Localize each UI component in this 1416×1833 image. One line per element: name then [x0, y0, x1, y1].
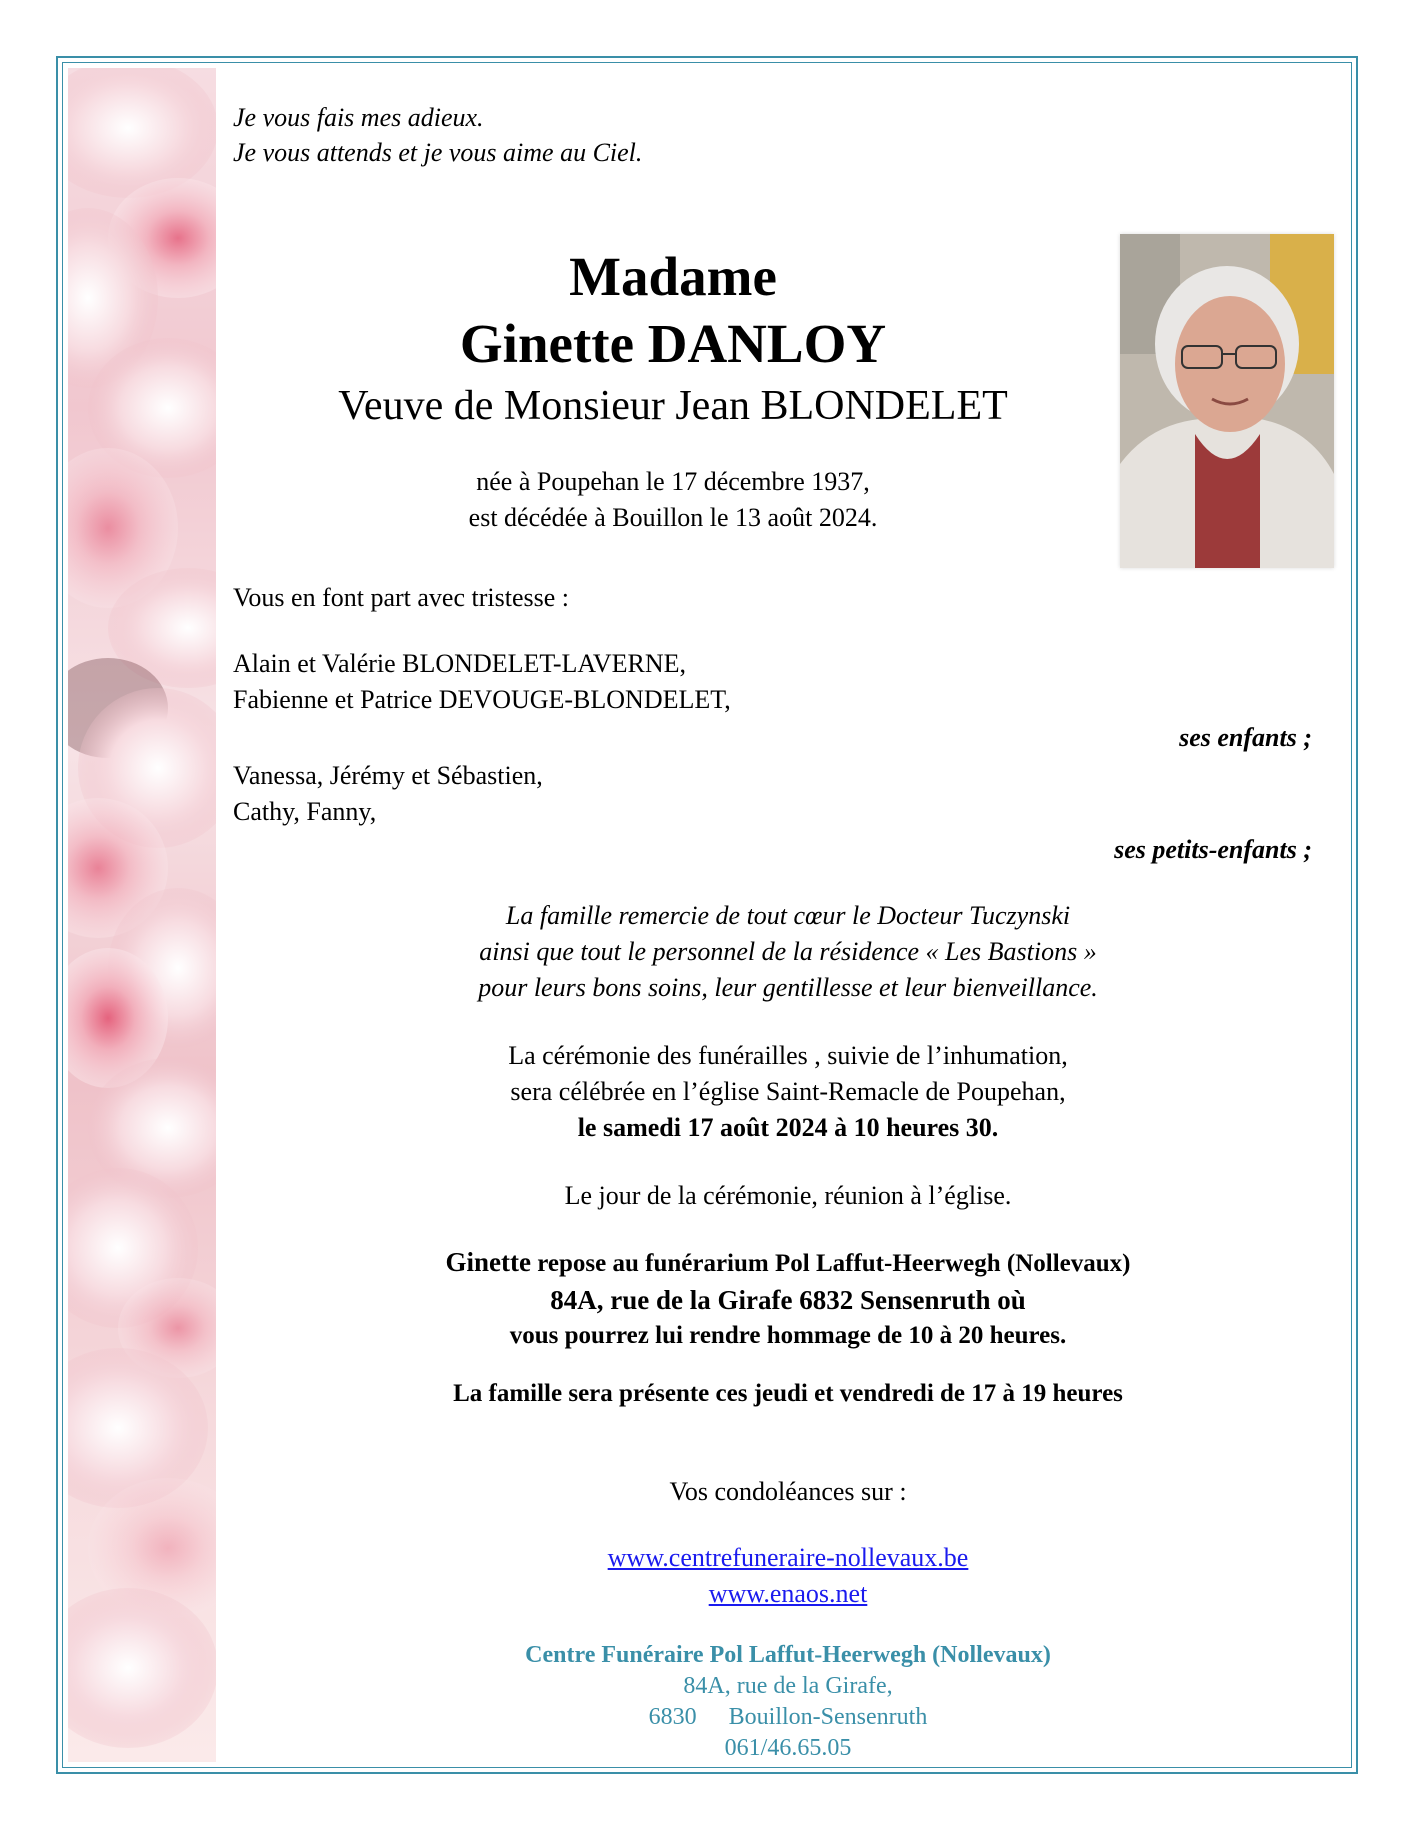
funeral-home-block: [233, 1640, 1343, 1764]
ceremony-line-2: sera célébrée en l’église Saint-Remacle de Poupehan,: [510, 1077, 1066, 1106]
birth-death-block: [233, 464, 1113, 536]
deceased-spouse: Veuve de Monsieur Jean BLONDELET: [338, 383, 1008, 429]
birth-line: née à Poupehan le 17 décembre 1937,: [476, 467, 870, 496]
viewing-block: [233, 1244, 1343, 1354]
announce-intro: Vous en font part avec tristesse :: [233, 583, 569, 612]
portrait-photo: [1120, 234, 1334, 568]
funeral-home-phone: 061/46.65.05: [724, 1735, 852, 1761]
funeral-home-address: 84A, rue de la Girafe,: [683, 1673, 893, 1699]
condolence-links: [233, 1540, 1343, 1612]
thanks-line-1: La famille remercie de tout cœur le Docteur Tuczynski: [505, 901, 1071, 930]
cherry-blossom-image: [68, 68, 216, 1762]
viewing-line-2: 84A, rue de la Girafe 6832 Sensenruth où: [550, 1285, 1026, 1315]
thanks-block: [233, 898, 1343, 1006]
thanks-line-2: ainsi que tout le personnel de la résidence « Les Bastions »: [479, 937, 1097, 966]
deceased-title-block: [233, 243, 1113, 431]
grandchild-line-2: Cathy, Fanny,: [233, 797, 377, 826]
children-list: [233, 646, 731, 718]
funeral-home-city-line: [233, 1702, 1343, 1733]
children-label: ses enfants ;: [1179, 723, 1312, 752]
thanks-line-3: pour leurs bons soins, leur gentillesse et leur bienveillance.: [478, 973, 1098, 1002]
viewing-place: repose au funérarium Pol Laffut-Heerwegh (Nollevaux): [531, 1250, 1131, 1277]
ceremony-block: [233, 1038, 1343, 1146]
ceremony-meeting: Le jour de la cérémonie, réunion à l’église.: [564, 1181, 1012, 1210]
funeral-home-name: Centre Funéraire Pol Laffut-Heerwegh (Nollevaux): [525, 1642, 1051, 1668]
poem-line-1: Je vous fais mes adieux.: [233, 103, 484, 132]
child-line-2: Fabienne et Patrice DEVOUGE-BLONDELET,: [233, 685, 731, 714]
grandchildren-list: [233, 758, 543, 830]
poem: [233, 100, 642, 170]
deceased-honorific: Madame: [569, 246, 777, 307]
grandchild-line-1: Vanessa, Jérémy et Sébastien,: [233, 761, 543, 790]
family-presence: La famille sera présente ces jeudi et vendredi de 17 à 19 heures: [453, 1380, 1123, 1407]
condolence-link-1[interactable]: www.centrefuneraire-nollevaux.be: [607, 1543, 969, 1572]
funeral-home-postcode: 6830: [648, 1704, 697, 1730]
viewing-line-1: [233, 1244, 1343, 1282]
condolence-link-2[interactable]: www.enaos.net: [708, 1579, 868, 1608]
condolences-label: Vos condoléances sur :: [669, 1477, 907, 1506]
deceased-name: Ginette DANLOY: [459, 313, 887, 374]
ceremony-line-1: La cérémonie des funérailles , suivie de l’inhumation,: [508, 1041, 1068, 1070]
poem-line-2: Je vous attends et je vous aime au Ciel.: [233, 138, 643, 167]
ceremony-date: le samedi 17 août 2024 à 10 heures 30.: [577, 1113, 999, 1142]
grandchildren-label: ses petits-enfants ;: [1114, 835, 1312, 864]
viewing-line-3: vous pourrez lui rendre hommage de 10 à 20 heures.: [509, 1322, 1067, 1349]
viewing-name: Ginette: [445, 1247, 532, 1277]
death-line: est décédée à Bouillon le 13 août 2024.: [468, 503, 878, 532]
child-line-1: Alain et Valérie BLONDELET-LAVERNE,: [233, 649, 686, 678]
funeral-home-city: Bouillon-Sensenruth: [728, 1704, 928, 1730]
